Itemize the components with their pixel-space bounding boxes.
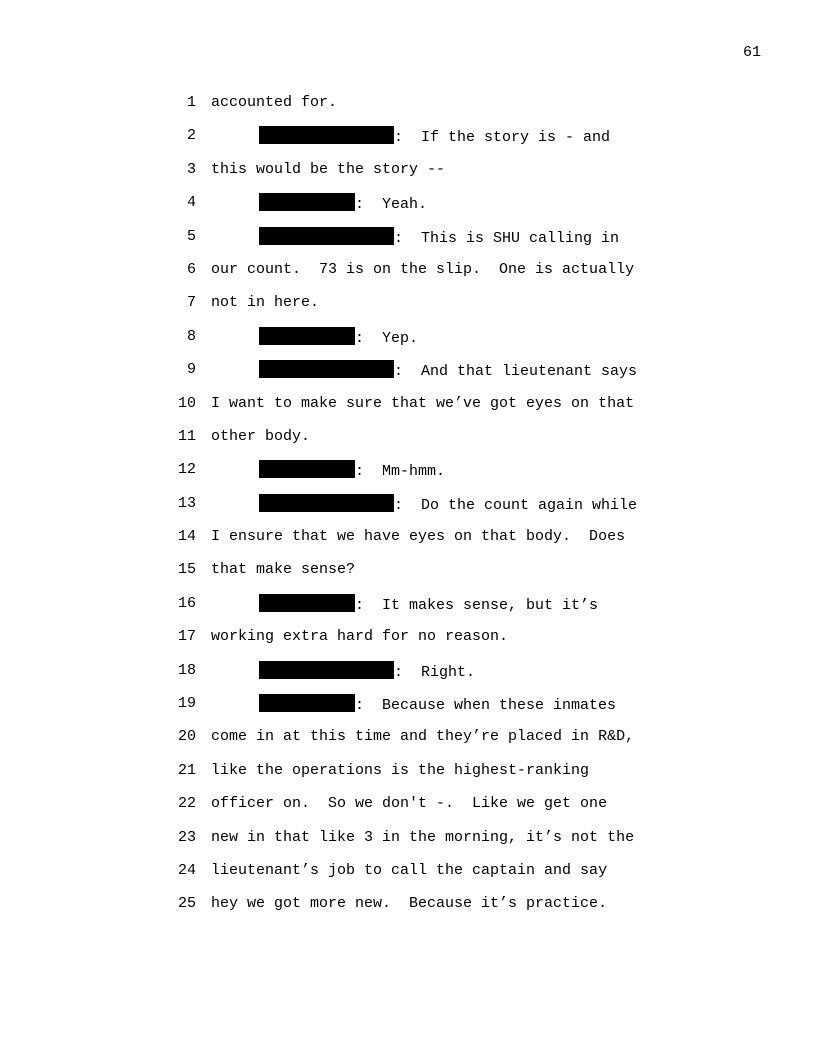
line-text: : Mm-hmm.: [355, 463, 446, 481]
redacted-speaker-name: [259, 227, 394, 245]
transcript-line: [172, 661, 732, 694]
redacted-speaker-name: [259, 694, 355, 712]
transcript-line: [172, 126, 732, 159]
transcript-line: [172, 527, 732, 560]
line-number: 3: [186, 160, 196, 178]
line-number: 10: [177, 394, 196, 412]
transcript-line: [172, 293, 732, 326]
line-text: that make sense?: [211, 561, 356, 579]
transcript-line: [172, 560, 732, 593]
line-number: 25: [177, 895, 196, 913]
line-text: like the operations is the highest-ranking: [211, 761, 590, 779]
transcript-line: [172, 761, 732, 794]
line-number: 22: [177, 795, 196, 813]
transcript-line: [172, 227, 732, 260]
line-text: new in that like 3 in the morning, it’s not the: [211, 828, 635, 846]
redacted-speaker-name: [259, 126, 394, 144]
transcript-line: [172, 594, 732, 627]
transcript-line: [172, 327, 732, 360]
line-number: 17: [177, 628, 196, 646]
transcript-line: [172, 861, 732, 894]
transcript-line: [172, 727, 732, 760]
line-text: lieutenant’s job to call the captain and say: [211, 861, 608, 879]
line-text: working extra hard for no reason.: [211, 628, 509, 646]
line-text: our count. 73 is on the slip. One is actually: [211, 260, 635, 278]
line-text: other body.: [211, 427, 311, 445]
line-text: accounted for.: [211, 94, 338, 111]
line-number: 1: [186, 94, 196, 111]
line-text: : Do the count again while: [394, 496, 638, 514]
line-text: : It makes sense, but it’s: [355, 596, 599, 614]
transcript-line: [172, 894, 732, 927]
line-number: 21: [177, 761, 196, 779]
line-number: 12: [177, 461, 196, 479]
transcript-line: [172, 460, 732, 493]
line-text: : This is SHU calling in: [394, 229, 620, 247]
transcript-line: [172, 794, 732, 827]
redacted-speaker-name: [259, 193, 355, 211]
transcript-line: [172, 494, 732, 527]
transcript-line: [172, 260, 732, 293]
page-number: 61: [742, 44, 761, 61]
line-number: 11: [177, 427, 196, 445]
line-number: 23: [177, 828, 196, 846]
line-number: 8: [186, 327, 196, 345]
line-number: 7: [186, 294, 196, 312]
line-text: officer on. So we don't -. Like we get one: [211, 795, 608, 813]
redacted-speaker-name: [259, 661, 394, 679]
line-text: this would be the story --: [211, 160, 446, 178]
transcript-line: [172, 427, 732, 460]
line-text: I want to make sure that we’ve got eyes on that: [211, 394, 635, 412]
line-number: 19: [177, 695, 196, 713]
transcript-body: [172, 93, 732, 928]
line-number: 4: [186, 194, 196, 212]
transcript-line: [172, 828, 732, 861]
redacted-speaker-name: [259, 360, 394, 378]
line-text: come in at this time and they’re placed in R&D,: [211, 728, 635, 746]
redacted-speaker-name: [259, 327, 355, 345]
line-text: not in here.: [211, 294, 320, 312]
redacted-speaker-name: [259, 594, 355, 612]
line-text: : And that lieutenant says: [394, 363, 638, 381]
transcript-line: [172, 193, 732, 226]
line-text: : Yep.: [355, 329, 419, 347]
line-text: : If the story is - and: [394, 129, 611, 147]
transcript-line: [172, 394, 732, 427]
transcript-line: [172, 160, 732, 193]
redacted-speaker-name: [259, 460, 355, 478]
line-number: 16: [177, 594, 196, 612]
transcript-line: [172, 694, 732, 727]
line-number: 15: [177, 561, 196, 579]
line-number: 18: [177, 661, 196, 679]
transcript-line: [172, 627, 732, 660]
line-number: 24: [177, 861, 196, 879]
line-number: 13: [177, 494, 196, 512]
line-number: 2: [186, 127, 196, 145]
line-number: 20: [177, 728, 196, 746]
line-text: : Because when these inmates: [355, 697, 617, 715]
line-text: : Right.: [394, 663, 476, 681]
line-number: 6: [186, 260, 196, 278]
redacted-speaker-name: [259, 494, 394, 512]
line-text: hey we got more new. Because it’s practice.: [211, 895, 608, 913]
line-number: 5: [186, 227, 196, 245]
line-number: 14: [177, 528, 196, 546]
line-text: I ensure that we have eyes on that body. Does: [211, 528, 626, 546]
transcript-line: [172, 93, 732, 126]
line-text: : Yeah.: [355, 196, 428, 214]
transcript-line: [172, 360, 732, 393]
line-number: 9: [186, 361, 196, 379]
